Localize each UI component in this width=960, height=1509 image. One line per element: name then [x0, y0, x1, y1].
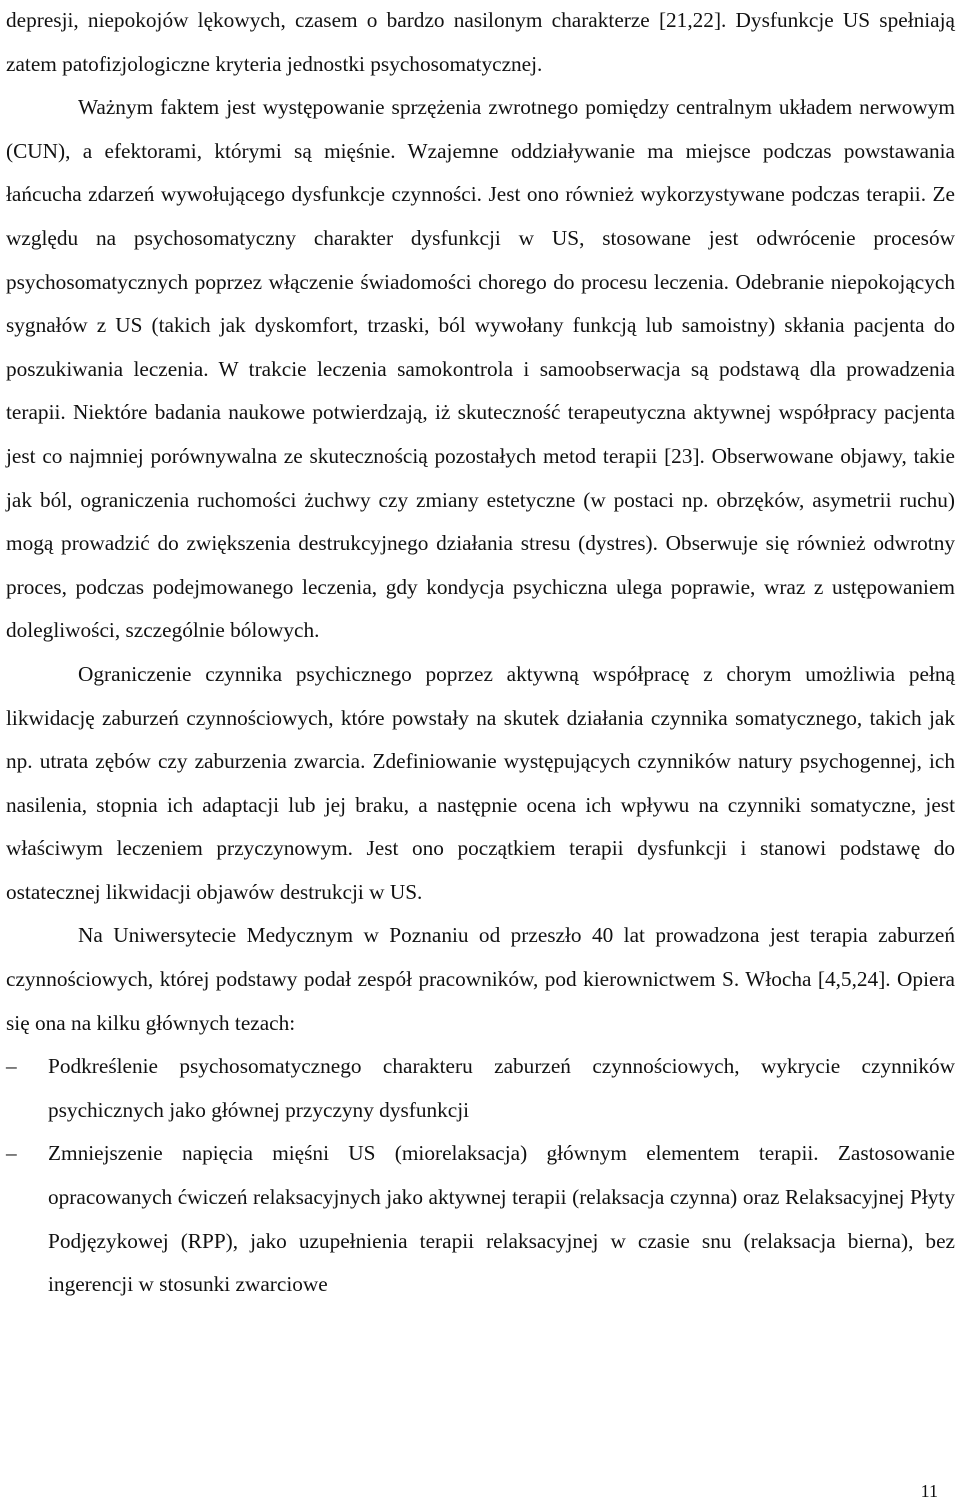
paragraph-continuation: depresji, niepokojów lękowych, czasem o bardzo nasilonym charakterze [21,22]. Dysfunkcje US spełniają zatem patofizjologiczne kryteria jednostki psychosomatycznej.	[6, 8, 955, 76]
paragraph-poznan-therapy: Na Uniwersytecie Medycznym w Poznaniu od przeszło 40 lat prowadzona jest terapia zaburzeń czynnościowych, której podstawy podał zespół pracowników, pod kierownictwem S. Włocha [4,5,24]. Opiera się ona na kilku głównych tezach:	[6, 923, 955, 1035]
list-item-text: Podkreślenie psychosomatycznego charakteru zaburzeń czynnościowych, wykrycie czynników psychicznych jako głównej przyczyny dysfunkcji	[48, 1054, 955, 1122]
document-page	[6, 0, 955, 1307]
list-item	[6, 1045, 955, 1132]
list-dash-marker: –	[6, 1054, 17, 1079]
paragraph-feedback-cns: Ważnym faktem jest występowanie sprzężenia zwrotnego pomiędzy centralnym układem nerwowym (CUN), a efektorami, którymi są mięśnie. Wzajemne oddziaływanie ma miejsce podczas powstawania łańcucha zdarzeń wywołującego dysfunkcje czynności. Jest ono również wykorzystywane podczas terapii. Ze względu na psychosomatyczny charakter dysfunkcji w US, stosowane jest odwrócenie procesów psychosomatycznych poprzez włączenie świadomości chorego do procesu leczenia. Odebranie niepokojących sygnałów z US (takich jak dyskomfort, trzaski, ból wywołany funkcją lub samoistny) skłania pacjenta do poszukiwania leczenia. W trakcie leczenia samokontrola i samoobserwacja są podstawą dla prowadzenia terapii. Niektóre badania naukowe potwierdzają, iż skuteczność terapeutyczna aktywnej współpracy pacjenta jest co najmniej porównywalna ze skutecznością pozostałych metod terapii [23]. Obserwowane objawy, takie jak ból, ograniczenia ruchomości żuchwy czy zmiany estetyczne (w postaci np. obrzęków, asymetrii ruchu) mogą prowadzić do zwiększenia destrukcyjnego działania stresu (dystres). Obserwuje się również odwrotny proces, podczas podejmowanego leczenia, gdy kondycja psychiczna ulega poprawie, wraz z ustępowaniem dolegliwości, szczególnie bólowych.	[6, 95, 955, 643]
page-number: 11	[920, 1481, 938, 1501]
list-item-text: Zmniejszenie napięcia mięśni US (miorelaksacja) głównym elementem terapii. Zastosowanie opracowanych ćwiczeń relaksacyjnych jako aktywnej terapii (relaksacja czynna) oraz Relaksacyjnej Płyty Podjęzykowej (RPP), jako uzupełnienia terapii relaksacyjnej w czasie snu (relaksacja bierna), bez ingerencji w stosunki zwarciowe	[48, 1141, 955, 1297]
list-dash-marker: –	[6, 1141, 17, 1166]
theses-list	[6, 1045, 955, 1307]
paragraph-psychic-factor: Ograniczenie czynnika psychicznego poprzez aktywną współpracę z chorym umożliwia pełną likwidację zaburzeń czynnościowych, które powstały na skutek działania czynnika somatycznego, takich jak np. utrata zębów czy zaburzenia zwarcia. Zdefiniowanie występujących czynników natury psychogennej, ich nasilenia, stopnia ich adaptacji lub jej braku, a następnie ocena ich wpływu na czynniki somatyczne, jest właściwym leczeniem przyczynowym. Jest ono początkiem terapii dysfunkcji i stanowi podstawę do ostatecznej likwidacji objawów destrukcji w US.	[6, 661, 955, 904]
list-item	[6, 1132, 955, 1306]
